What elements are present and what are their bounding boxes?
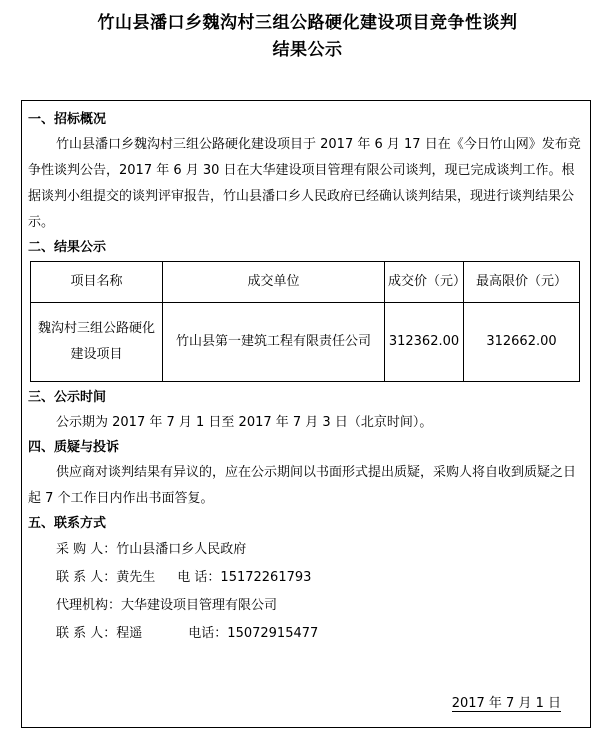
table-row	[31, 303, 580, 382]
agent-value: 大华建设项目管理有限公司	[121, 598, 278, 613]
contact2-value: 程遥	[116, 626, 143, 641]
section-heading-period: 三、公示时间	[28, 390, 107, 405]
phone1-label: 电 话：	[177, 570, 221, 585]
cell-project-name: 魏沟村三组公路硬化建设项目	[31, 303, 163, 382]
phone2-value: 15072915477	[227, 626, 319, 641]
buyer-label: 采 购 人：	[56, 542, 117, 557]
table-header-row	[31, 262, 580, 303]
header-project-name: 项目名称	[31, 262, 163, 303]
agent-label: 代理机构：	[56, 598, 122, 613]
contact1-value: 黄先生	[116, 570, 156, 585]
period-text: 公示期为 2017 年 7 月 1 日至 2017 年 7 月 3 日（北京时间）。	[56, 415, 433, 430]
cell-max-price: 312662.00	[464, 303, 580, 382]
doc-title-line1: 竹山县潘口乡魏沟村三组公路硬化建设项目竞争性谈判	[97, 13, 518, 33]
buyer-value: 竹山县潘口乡人民政府	[116, 542, 247, 557]
contact2-line	[28, 620, 584, 648]
header-winning-unit: 成交单位	[163, 262, 385, 303]
section-heading-contact: 五、联系方式	[28, 516, 107, 531]
buyer-line	[28, 536, 584, 564]
document-body	[28, 108, 584, 648]
publish-date-text: 2017 年 7 月 1 日	[451, 696, 561, 711]
agent-line	[28, 592, 584, 620]
publish-date	[452, 692, 561, 711]
contact1-label: 联 系 人：	[56, 570, 117, 585]
contact1-line	[28, 564, 584, 592]
header-max-price: 最高限价（元）	[464, 262, 580, 303]
complaint-text: 供应商对谈判结果有异议的，应在公示期间以书面形式提出质疑，采购人将自收到质疑之日起 7 个工作日内作出书面答复。	[28, 465, 577, 506]
overview-text: 竹山县潘口乡魏沟村三组公路硬化建设项目于 2017 年 6 月 17 日在《今日竹山网》发布竞争性谈判公告，2017 年 6 月 30 日在大华建设项目管理有限公司谈判，现已完成谈判工作。根据谈判小组提交的谈判评审报告，竹山县潘口乡人民政府已经确认谈判结果，现进行谈判结果公示。	[28, 137, 581, 230]
doc-title-line2: 结果公示	[272, 40, 343, 60]
section-heading-complaint: 四、质疑与投诉	[28, 440, 120, 455]
header-deal-price: 成交价（元）	[385, 262, 464, 303]
cell-deal-price: 312362.00	[385, 303, 464, 382]
contact2-label: 联 系 人：	[56, 626, 117, 641]
cell-winning-unit: 竹山县第一建筑工程有限责任公司	[163, 303, 385, 382]
phone2-label: 电话：	[188, 626, 228, 641]
section-heading-overview: 一、招标概况	[28, 112, 107, 127]
section-heading-result: 二、结果公示	[28, 240, 107, 255]
result-table	[30, 261, 580, 382]
phone1-value: 15172261793	[220, 570, 312, 585]
